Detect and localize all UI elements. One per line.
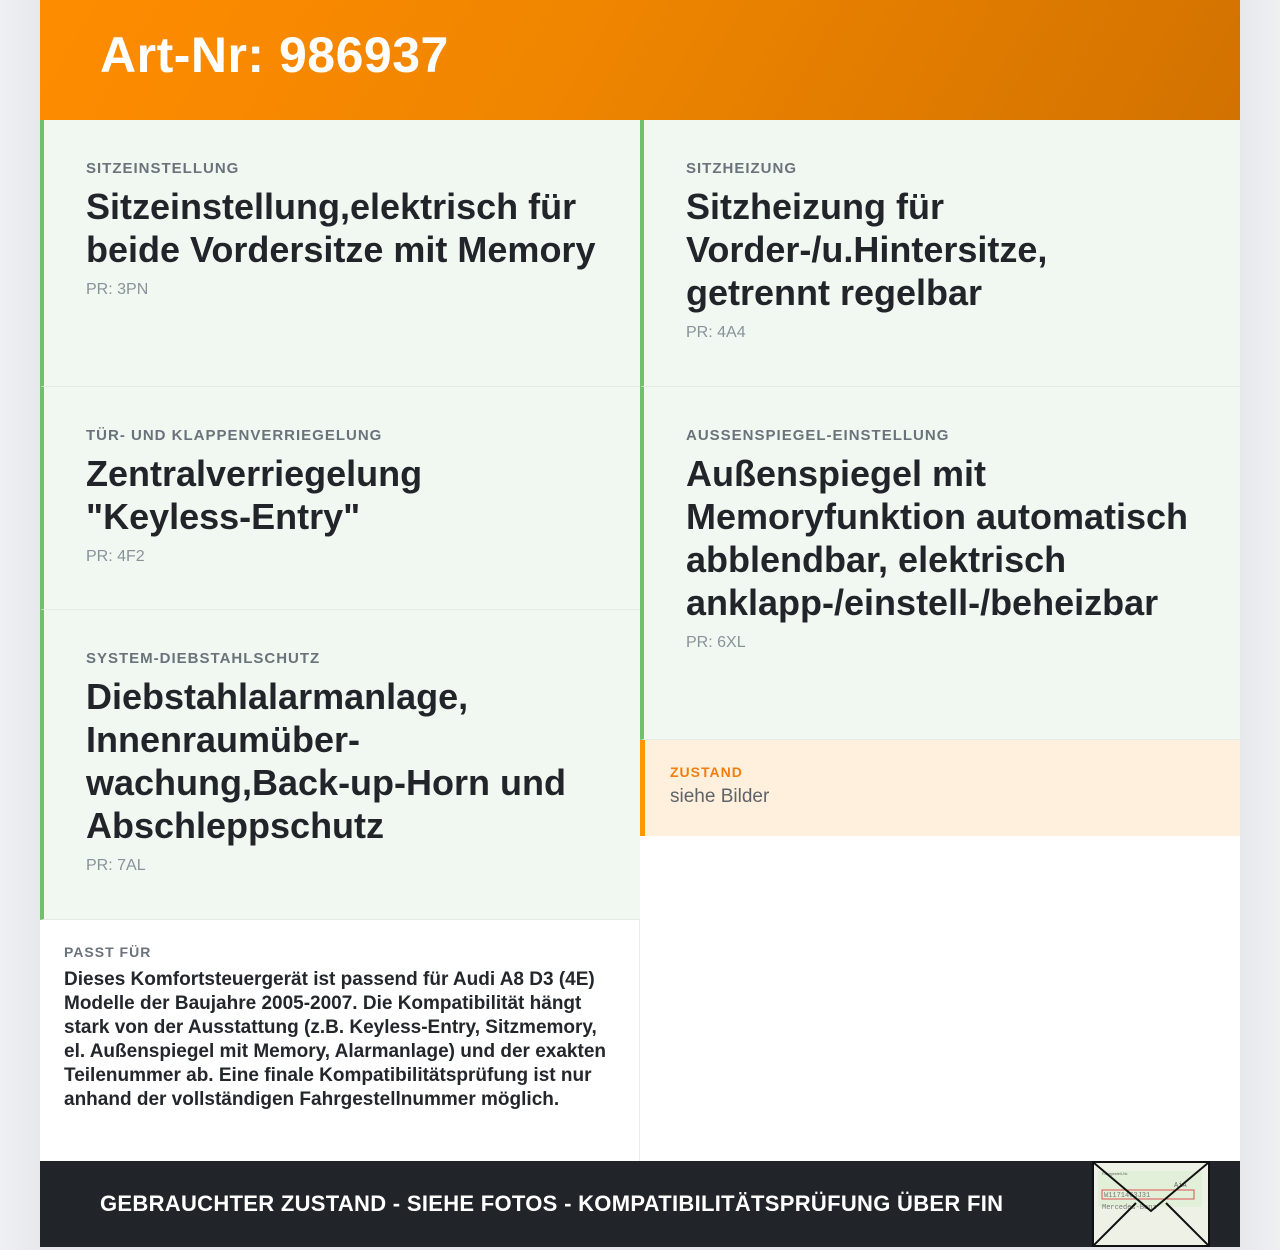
condition-label: ZUSTAND	[670, 764, 743, 780]
svg-text:AiA: AiA	[1174, 1182, 1187, 1190]
condition-box	[640, 740, 1240, 836]
feature-pr-code: PR: 6XL	[686, 634, 746, 651]
compatibility-box	[40, 920, 640, 1161]
header-banner	[40, 0, 1240, 120]
compatibility-label: PASST FÜR	[64, 944, 152, 960]
feature-category: AUSSENSPIEGEL-EINSTELLUNG	[686, 427, 950, 444]
feature-pr-code: PR: 3PN	[86, 281, 149, 298]
feature-category: SITZEINSTELLUNG	[86, 160, 240, 177]
feature-title: Sitzeinstellung,elektrisch für beide Vordersitze mit Memory	[86, 186, 596, 270]
feature-card-seat-adjustment	[40, 120, 640, 387]
feature-pr-code: PR: 4F2	[86, 548, 145, 565]
footer-claim: GEBRAUCHTER ZUSTAND - SIEHE FOTOS - KOMPATIBILITÄTSPRÜFUNG ÜBER FIN	[100, 1191, 1004, 1216]
feature-pr-code: PR: 4A4	[686, 324, 746, 341]
feature-title: Außenspiegel mit Memoryfunktion automatisch abblendbar, elektrisch anklapp-/einstell-/beheizbar	[686, 453, 1189, 623]
feature-card-seat-heating	[640, 120, 1240, 387]
product-sheet	[40, 0, 1240, 1247]
feature-category: TÜR- UND KLAPPENVERRIEGELUNG	[86, 427, 383, 444]
svg-text:Mercedes-Benz: Mercedes-Benz	[1102, 1204, 1157, 1212]
feature-title: Zentralverriegelung "Keyless-Entry"	[86, 453, 423, 537]
feature-category: SITZHEIZUNG	[686, 160, 797, 177]
vin-snippet: W1171463J31	[1104, 1192, 1151, 1200]
svg-text:Fahrgestell-Nr.: Fahrgestell-Nr.	[1102, 1171, 1129, 1176]
feature-card-locking	[40, 387, 640, 610]
condition-value: siehe Bilder	[670, 786, 770, 807]
feature-title: Diebstahlalarmanlage, Innenraumüber-wachung,Back-up-Horn und Abschleppschutz	[86, 676, 566, 846]
feature-title: Sitzheizung für Vorder-/u.Hintersitze, getrennt regelbar	[686, 186, 1048, 313]
article-number: Art-Nr: 986937	[100, 27, 449, 83]
footer-bar	[40, 1161, 1240, 1247]
feature-category: SYSTEM-DIEBSTAHLSCHUTZ	[86, 650, 321, 667]
feature-card-mirror	[640, 387, 1240, 740]
envelope-fin-icon	[1092, 1161, 1210, 1247]
feature-card-anti-theft	[40, 610, 640, 920]
feature-pr-code: PR: 7AL	[86, 857, 146, 874]
compatibility-text: Dieses Komfortsteuergerät ist passend für Audi A8 D3 (4E) Modelle der Baujahre 2005-2007. Die Kompatibilität hängt stark von der Ausstattung (z.B. Keyless-Entry, Sitzmemory, el. Außenspiegel mit Memory, Alarmanlage) und der exakten Teilenummer ab. Eine finale Kompatibilitätsprüfung ist nur anhand der vollständigen Fahrgestellnummer möglich.	[64, 969, 606, 1110]
